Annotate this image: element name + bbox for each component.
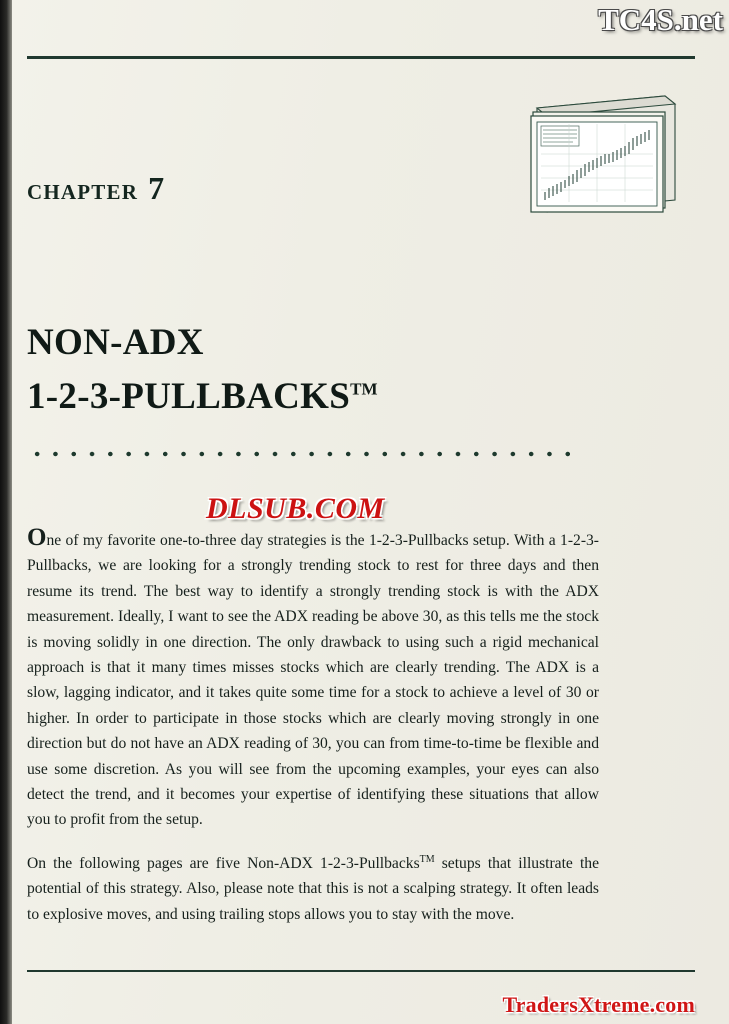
stock-chart-thumbnail-icon (529, 88, 679, 218)
decorative-dotted-rule (28, 450, 573, 458)
title-line-1: NON-ADX (27, 322, 204, 363)
chapter-number: 7 (148, 170, 165, 206)
page-title (27, 316, 378, 423)
header-rule (27, 56, 695, 59)
paragraph-2 (27, 851, 599, 927)
title-line-2: 1-2-3-PULLBACKS (27, 375, 351, 417)
watermark-top-right: TC4S.net (598, 2, 723, 37)
title-line-2-wrap (27, 370, 378, 424)
body-text (27, 524, 599, 945)
paragraph-2-text-part-2: setups that illustrate the potential of this strategy. Also, please note that this is not a scalping strategy. It often leads to explosive moves, and using trailing stops allows you to stay with the move. (27, 854, 599, 923)
paragraph-2-trademark: TM (419, 853, 435, 865)
paragraph-1 (27, 524, 599, 833)
watermark-bottom-right: TradersXtreme.com (502, 992, 695, 1017)
paragraph-2-text-part-1: On the following pages are five Non-ADX 1-2-3-Pullbacks (27, 854, 420, 872)
drop-cap: O (27, 524, 47, 551)
paragraph-1-text: ne of my favorite one-to-three day strategies is the 1-2-3-Pullbacks setup. With a 1-2-3-Pullbacks, we are looking for a strongly trending stock to rest for three days and then resume its trend. The best way to identify a strongly trending stock is with the ADX measurement. Ideally, I want to see the ADX reading be above 30, as this tells me the stock is moving solidly in one direction. The only drawback to using such a rigid mechanical approach is that it many times misses stocks which are clearly trending. The ADX is a slow, lagging indicator, and it takes quite some time for a stock to achieve a level of 30 or higher. In order to participate in those stocks which are clearly moving strongly in one direction but do not have an ADX reading of 30, you can from time-to-time be flexible and use some discretion. As you will see from the upcoming examples, your eyes can also detect the trend, and it becomes your expertise of identifying these situations that allow you to profit from the setup. (27, 532, 599, 829)
chapter-heading (27, 170, 164, 207)
trademark-symbol: TM (350, 379, 378, 399)
footer-rule (27, 970, 695, 972)
page-binding-edge (0, 0, 12, 1024)
chapter-label: CHAPTER (27, 180, 139, 204)
watermark-center: DLSUB.COM (206, 492, 385, 525)
